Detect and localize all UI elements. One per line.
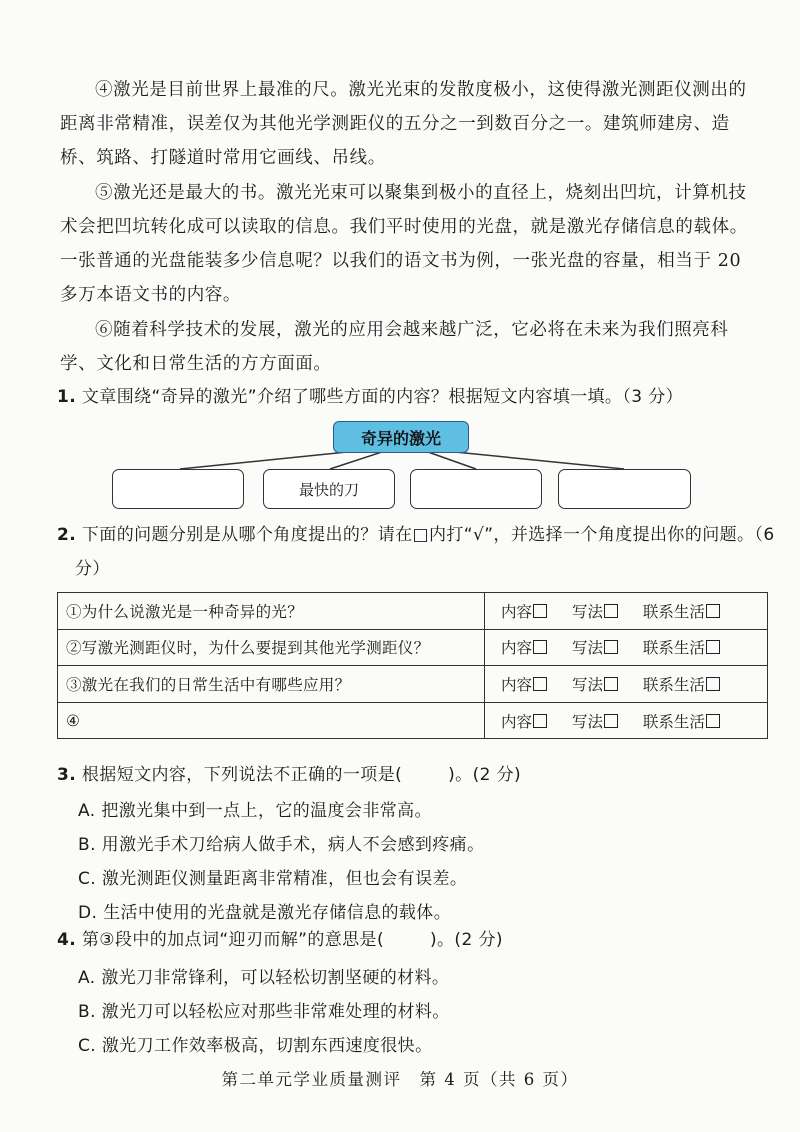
q3-option-c: C. 激光测距仪测量距离非常精准，但也会有误差。 [78,869,468,889]
q4-option-c: C. 激光刀工作效率极高，切割东西速度很快。 [78,1036,433,1056]
choice-label: 内容 [501,639,533,658]
q3-option-b: B. 用激光手术刀给病人做手术，病人不会感到疼痛。 [78,835,485,855]
choice-label: 联系生活 [642,602,705,621]
q3-option-d: D. 生活中使用的光盘就是激光存储信息的载体。 [78,903,452,923]
question-text: 文章围绕“奇异的激光”介绍了哪些方面的内容？根据短文内容填一填。（3 分） [81,387,684,407]
connector-line-1 [180,452,347,469]
table-row [58,702,768,739]
question-text: 第③段中的加点词“迎刃而解”的意思是( [81,930,384,950]
diagram-answer-box-3[interactable] [410,469,542,509]
paragraph-4: ④激光是目前世界上最准的尺。激光光束的发散度极小，这使得激光测距仪测出的距离非常精准，误差仅为其他光学测距仪的五分之一到数百分之一。建筑师建房、造桥、筑路、打隧道时常用它画线、吊线。 [60,80,747,168]
question-number: 2. [57,525,77,545]
question-angle-table [57,592,768,739]
checkbox[interactable] [706,677,720,691]
question-number: 4. [57,930,77,950]
row-choices [485,702,768,739]
choice-label: 联系生活 [642,675,705,694]
question-text: 下面的问题分别是从哪个角度提出的？请在□内打“√”，并选择一个角度提出你的问题。（6 分） [75,525,775,579]
question-text: 根据短文内容，下列说法不正确的一项是( [81,765,403,785]
checkbox[interactable] [533,640,547,654]
checkbox[interactable] [604,677,618,691]
question-4 [57,923,767,957]
checkbox[interactable] [706,604,720,618]
checkbox[interactable] [604,640,618,654]
paragraph-6: ⑥随着科学技术的发展，激光的应用会越来越广泛，它必将在未来为我们照亮科学、文化和日常生活的方方面面。 [60,320,729,374]
row-question: ③激光在我们的日常生活中有哪些应用？ [58,666,485,703]
choice-content[interactable] [501,710,547,732]
choice-writing[interactable] [572,636,618,658]
row-choices [485,629,768,666]
choice-writing[interactable] [572,710,618,732]
question-text-end: )。(2 分) [430,930,503,950]
checkbox[interactable] [604,604,618,618]
choice-life[interactable] [643,636,720,658]
question-3 [57,758,767,792]
question-number: 1. [57,387,77,407]
row-question: ①为什么说激光是一种奇异的光？ [58,593,485,630]
checkbox[interactable] [706,640,720,654]
connector-line-3 [428,452,476,469]
diagram-answer-box-4[interactable] [558,469,691,509]
question-1 [57,380,767,414]
connector-line-4 [455,452,624,469]
paragraph-5: ⑤激光还是最大的书。激光光束可以聚集到极小的直径上，烧刻出凹坑，计算机技术会把凹坑转化成可以读取的信息。我们平时使用的光盘，就是激光存储信息的载体。一张普通的光盘能装多少信息呢？以我们的语文书为例，一张光盘的容量，相当于 20 多万本语文书的内容。 [60,183,748,305]
choice-label: 联系生活 [642,712,705,731]
choice-label: 写法 [571,639,603,658]
choice-content[interactable] [501,673,547,695]
choice-label: 写法 [571,602,603,621]
row-question: ②写激光测距仪时，为什么要提到其他光学测距仪？ [58,629,485,666]
choice-life[interactable] [643,710,720,732]
row-choices [485,666,768,703]
checkbox[interactable] [533,677,547,691]
row-question-answer[interactable]: ④ [58,702,485,739]
question-number: 3. [57,765,77,785]
table-row [58,593,768,630]
choice-label: 联系生活 [642,639,705,658]
choice-writing[interactable] [572,600,618,622]
diagram-box-2: 最快的刀 [263,469,395,509]
page-footer: 第二单元学业质量测评 第 4 页（共 6 页） [221,1070,579,1089]
choice-label: 写法 [571,712,603,731]
choice-label: 内容 [501,712,533,731]
q3-option-a: A. 把激光集中到一点上，它的温度会非常高。 [78,801,432,821]
choice-life[interactable] [643,673,720,695]
q4-option-b: B. 激光刀可以轻松应对那些非常难处理的材料。 [78,1002,450,1022]
choice-content[interactable] [501,600,547,622]
choice-life[interactable] [643,600,720,622]
choice-label: 内容 [501,675,533,694]
table-row [58,629,768,666]
diagram-answer-box-1[interactable] [112,469,244,509]
checkbox[interactable] [706,714,720,728]
diagram-title: 奇异的激光 [333,421,469,453]
checkbox[interactable] [604,714,618,728]
choice-writing[interactable] [572,673,618,695]
checkbox[interactable] [533,604,547,618]
q4-option-a: A. 激光刀非常锋利，可以轻松切割坚硬的材料。 [78,968,450,988]
checkbox[interactable] [533,714,547,728]
row-choices [485,593,768,630]
table-row [58,666,768,703]
question-text-end: )。(2 分) [448,765,522,785]
choice-label: 内容 [501,602,533,621]
connector-line-2 [330,452,382,469]
choice-label: 写法 [571,675,603,694]
question-2 [57,518,785,586]
choice-content[interactable] [501,636,547,658]
